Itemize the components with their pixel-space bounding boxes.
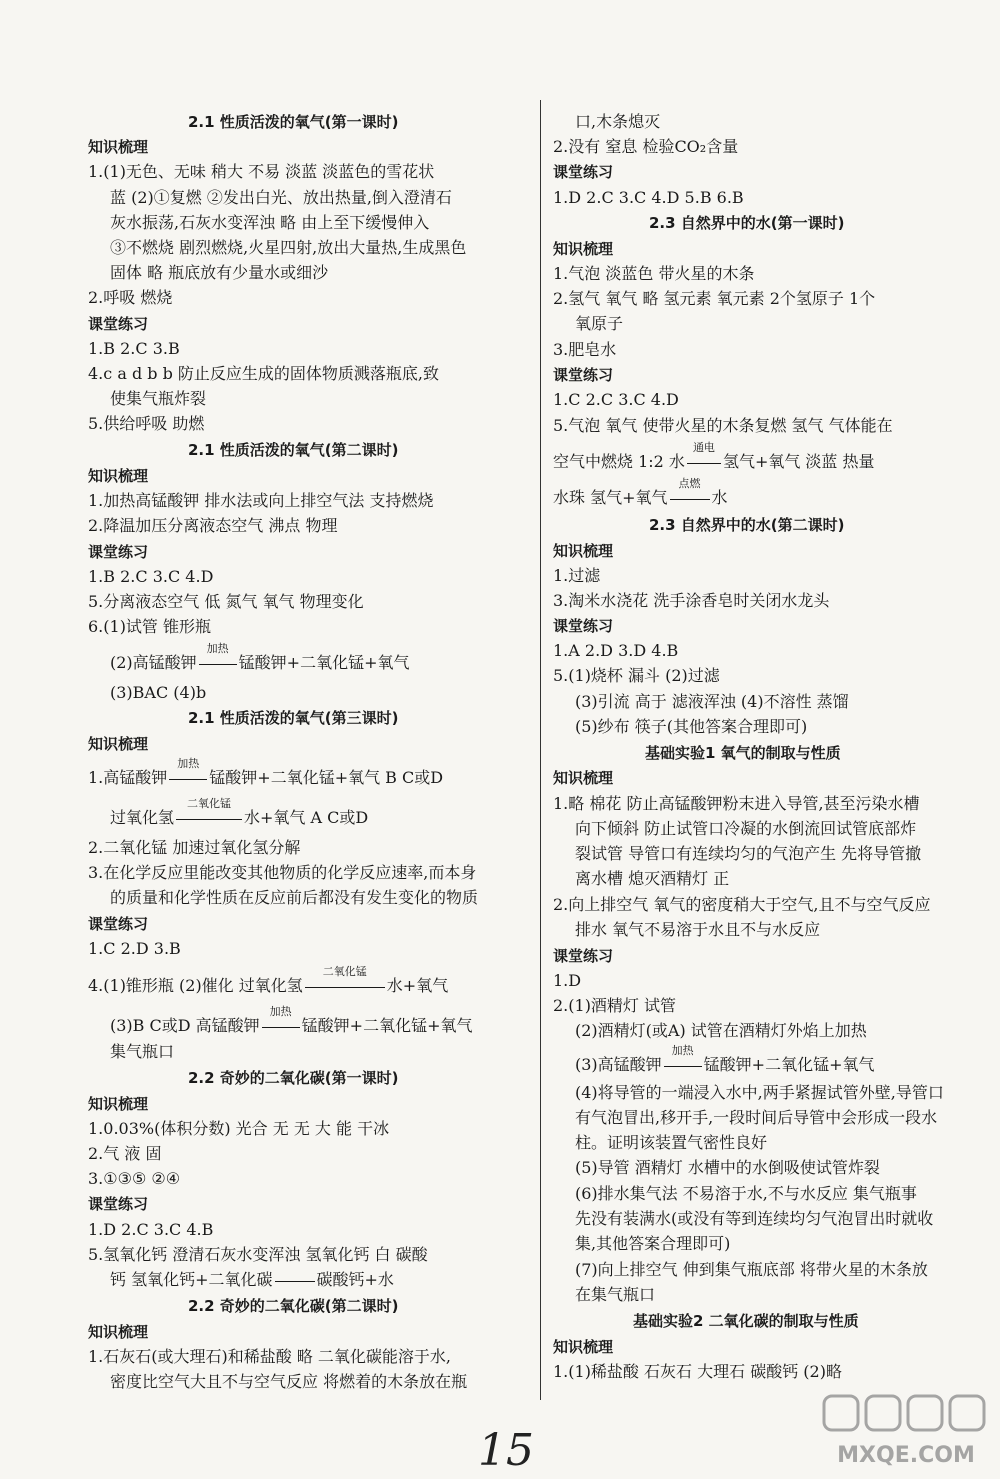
subsection-heading: 课堂练习 <box>88 1195 149 1213</box>
reaction-condition: 加热 <box>671 1044 694 1057</box>
subsection-heading: 课堂练习 <box>553 163 614 181</box>
equation-line <box>553 441 875 472</box>
answer-line: 3.①③⑤ ②④ <box>88 1169 181 1188</box>
answer-line: 2.没有 窒息 检验CO₂含量 <box>553 137 739 156</box>
equation-right: 水+氧气 A C或D <box>244 808 369 827</box>
column-divider <box>540 100 541 1400</box>
answer-line: 1.0.03%(体积分数) 光合 无 无 大 能 干冰 <box>88 1119 390 1138</box>
answer-line: 6.(1)试管 锥形瓶 <box>88 617 212 636</box>
subsection-heading: 课堂练习 <box>88 315 149 333</box>
section-title: 2.3 自然界中的水(第一课时) <box>649 214 845 232</box>
subsection-heading: 课堂练习 <box>553 366 614 384</box>
reaction-condition: 加热 <box>206 642 229 655</box>
section-title: 基础实验1 氧气的制取与性质 <box>645 744 841 762</box>
equation-line <box>110 642 410 673</box>
subsection-heading: 课堂练习 <box>88 915 149 933</box>
equation-right: 锰酸钾+二氧化锰+氧气 B C或D <box>209 768 444 787</box>
equation-line <box>88 965 449 996</box>
section-title: 2.3 自然界中的水(第二课时) <box>649 516 845 534</box>
equation-line <box>110 1005 473 1036</box>
equation-right: 水+氧气 <box>386 976 449 995</box>
answer-line: 1.B 2.C 3.B <box>88 339 180 358</box>
answer-line: 1.D 2.C 3.C 4.B <box>88 1220 214 1239</box>
answer-line: 使集气瓶炸裂 <box>110 389 207 408</box>
reaction-arrow <box>260 1005 302 1036</box>
answer-line: 3.肥皂水 <box>553 340 617 359</box>
answer-line: 1.略 棉花 防止高锰酸钾粉末进入导管,甚至污染水槽 <box>553 794 920 813</box>
equation-left: 空气中燃烧 1:2 水 <box>553 452 685 471</box>
reaction-arrow <box>303 965 387 996</box>
equation-left: 4.(1)锥形瓶 (2)催化 过氧化氢 <box>88 976 303 995</box>
equation-line <box>88 757 444 788</box>
reaction-arrow <box>273 1270 317 1290</box>
answer-line: (6)排水集气法 不易溶于水,不与水反应 集气瓶事 <box>575 1184 917 1203</box>
answer-line: 先没有装满水(或没有等到连续均匀气泡冒出时就收 <box>575 1209 934 1228</box>
reaction-arrow <box>167 757 209 788</box>
reaction-condition: 通电 <box>692 441 715 454</box>
answer-line: 口,木条熄灭 <box>575 112 661 131</box>
equation-left: 1.高锰酸钾 <box>88 768 168 787</box>
answer-line: 向下倾斜 防止试管口冷凝的水倒流回试管底部炸 <box>575 819 917 838</box>
section-title: 基础实验2 二氧化碳的制取与性质 <box>633 1312 859 1330</box>
answer-line: 1.C 2.C 3.C 4.D <box>553 390 679 409</box>
subsection-heading: 知识梳理 <box>88 138 149 156</box>
reaction-condition: 加热 <box>269 1005 292 1018</box>
answer-line: 2.向上排空气 氧气的密度稍大于空气,且不与空气反应 <box>553 895 931 914</box>
answer-line: 柱。证明该装置气密性良好 <box>575 1133 768 1152</box>
equation-left: 钙 氢氧化钙+二氧化碳 <box>110 1270 273 1289</box>
section-title: 2.2 奇妙的二氧化碳(第二课时) <box>188 1297 399 1315</box>
answer-line: 2.气 液 固 <box>88 1144 162 1163</box>
answer-line: 1.D <box>553 971 582 990</box>
answer-line: (4)将导管的一端浸入水中,两手紧握试管外壁,导管口 <box>575 1083 944 1102</box>
answer-line: ③不燃烧 剧烈燃烧,火星四射,放出大量热,生成黑色 <box>110 238 467 257</box>
equation-left: (3)高锰酸钾 <box>575 1055 662 1074</box>
answer-line: 集,其他答案合理即可) <box>575 1234 731 1253</box>
watermark-logo <box>818 1392 994 1472</box>
answer-line: 1.加热高锰酸钾 排水法或向上排空气法 支持燃烧 <box>88 491 434 510</box>
answer-line: 2.降温加压分离液态空气 沸点 物理 <box>88 516 338 535</box>
subsection-heading: 知识梳理 <box>553 1338 614 1356</box>
section-title: 2.1 性质活泼的氧气(第三课时) <box>188 709 399 727</box>
answer-line: 1.D 2.C 3.C 4.D 5.B 6.B <box>553 188 744 207</box>
answer-line: 2.二氧化锰 加速过氧化氢分解 <box>88 838 301 857</box>
reaction-condition: 加热 <box>177 757 200 770</box>
section-title: 2.1 性质活泼的氧气(第一课时) <box>188 113 399 131</box>
answer-line: (5)导管 酒精灯 水槽中的水倒吸使试管炸裂 <box>575 1158 880 1177</box>
answer-line: 1.A 2.D 3.D 4.B <box>553 641 679 660</box>
reaction-arrow <box>668 477 712 508</box>
answer-line: 1.气泡 淡蓝色 带火星的木条 <box>553 264 755 283</box>
equation-left: (2)高锰酸钾 <box>110 653 197 672</box>
answer-line: (5)纱布 筷子(其他答案合理即可) <box>575 717 808 736</box>
answer-line: 蓝 (2)①复燃 ②发出白光、放出热量,倒入澄清石 <box>110 188 452 207</box>
answer-line: 1.过滤 <box>553 566 601 585</box>
answer-line: (2)酒精灯(或A) 试管在酒精灯外焰上加热 <box>575 1021 867 1040</box>
equation-line <box>110 797 369 828</box>
equation-right: 水 <box>711 488 728 507</box>
answer-line: 排水 氧气不易溶于水且不与水反应 <box>575 920 821 939</box>
reaction-arrow <box>174 797 244 828</box>
equation-line <box>110 1270 394 1290</box>
equation-right: 锰酸钾+二氧化锰+氧气 <box>301 1016 473 1035</box>
answer-line: 2.(1)酒精灯 试管 <box>553 996 677 1015</box>
answer-line: (3)BAC (4)b <box>110 683 207 702</box>
equation-right: 氢气+氧气 淡蓝 热量 <box>722 452 875 471</box>
answer-line: 5.分离液态空气 低 氮气 氧气 物理变化 <box>88 592 364 611</box>
subsection-heading: 知识梳理 <box>88 1095 149 1113</box>
equation-line <box>575 1044 875 1075</box>
answer-line: 1.(1)无色、无味 稍大 不易 淡蓝 淡蓝色的雪花状 <box>88 162 435 181</box>
answer-line: 1.石灰石(或大理石)和稀盐酸 略 二氧化碳能溶于水, <box>88 1347 452 1366</box>
reaction-arrow <box>662 1044 704 1075</box>
answer-line: 5.气泡 氧气 使带火星的木条复燃 氢气 气体能在 <box>553 416 893 435</box>
section-title: 2.1 性质活泼的氧气(第二课时) <box>188 441 399 459</box>
subsection-heading: 课堂练习 <box>553 617 614 635</box>
watermark-text: MXQE.COM <box>837 1443 975 1468</box>
equation-left: 过氧化氢 <box>110 808 175 827</box>
answer-line: 5.氢氧化钙 澄清石灰水变浑浊 氢氧化钙 白 碳酸 <box>88 1245 428 1264</box>
subsection-heading: 知识梳理 <box>88 467 149 485</box>
equation-left: (3)B C或D 高锰酸钾 <box>110 1016 260 1035</box>
subsection-heading: 知识梳理 <box>553 240 614 258</box>
answer-line: 有气泡冒出,移开手,一段时间后导管中会形成一段水 <box>575 1108 938 1127</box>
equation-right: 碳酸钙+水 <box>316 1270 394 1289</box>
subsection-heading: 课堂练习 <box>553 947 614 965</box>
page-number: 15 <box>478 1425 534 1476</box>
reaction-condition: 点燃 <box>678 477 701 490</box>
answer-line: (7)向上排空气 伸到集气瓶底部 将带火星的木条放 <box>575 1260 928 1279</box>
answer-line: 灰水振荡,石灰水变浑浊 略 由上至下缓慢伸入 <box>110 213 430 232</box>
equation-line <box>553 477 728 508</box>
answer-line: 5.(1)烧杯 漏斗 (2)过滤 <box>553 666 720 685</box>
answer-line: 裂试管 导管口有连续均匀的气泡产生 先将导管撤 <box>575 844 922 863</box>
answer-line: 在集气瓶口 <box>575 1285 656 1304</box>
answer-line: 1.B 2.C 3.C 4.D <box>88 567 214 586</box>
answer-line: 密度比空气大且不与空气反应 将燃着的木条放在瓶 <box>110 1372 468 1391</box>
answer-line: 3.在化学反应里能改变其他物质的化学反应速率,而本身 <box>88 863 477 882</box>
answer-line: 2.氢气 氧气 略 氢元素 氧元素 2个氢原子 1个 <box>553 289 876 308</box>
section-title: 2.2 奇妙的二氧化碳(第一课时) <box>188 1069 399 1087</box>
answer-line: 5.供给呼吸 助燃 <box>88 414 205 433</box>
subsection-heading: 知识梳理 <box>553 769 614 787</box>
reaction-condition: 二氧化锰 <box>187 797 232 810</box>
reaction-condition: 二氧化锰 <box>322 965 367 978</box>
subsection-heading: 知识梳理 <box>553 542 614 560</box>
equation-right: 锰酸钾+二氧化锰+氧气 <box>703 1055 875 1074</box>
subsection-heading: 课堂练习 <box>88 543 149 561</box>
answer-line: 1.(1)稀盐酸 石灰石 大理石 碳酸钙 (2)略 <box>553 1362 842 1381</box>
subsection-heading: 知识梳理 <box>88 735 149 753</box>
answer-line: 氧原子 <box>575 314 624 333</box>
answer-line: 集气瓶口 <box>110 1042 175 1061</box>
reaction-arrow <box>197 642 239 673</box>
answer-line: 的质量和化学性质在反应前后都没有发生变化的物质 <box>110 888 479 907</box>
answer-line: (3)引流 高于 滤液浑浊 (4)不溶性 蒸馏 <box>575 692 849 711</box>
answer-line: 离水槽 熄灭酒精灯 正 <box>575 869 730 888</box>
equation-left: 水珠 氢气+氧气 <box>553 488 668 507</box>
answer-line: 固体 略 瓶底放有少量水或细沙 <box>110 263 329 282</box>
answer-line: 2.呼吸 燃烧 <box>88 288 173 307</box>
answer-line: 3.淘米水浇花 洗手涂香皂时关闭水龙头 <box>553 591 830 610</box>
reaction-arrow <box>685 441 723 472</box>
answer-line: 1.C 2.D 3.B <box>88 939 181 958</box>
subsection-heading: 知识梳理 <box>88 1323 149 1341</box>
answer-line: 4.c a d b b 防止反应生成的固体物质溅落瓶底,致 <box>88 364 440 383</box>
equation-right: 锰酸钾+二氧化锰+氧气 <box>238 653 410 672</box>
